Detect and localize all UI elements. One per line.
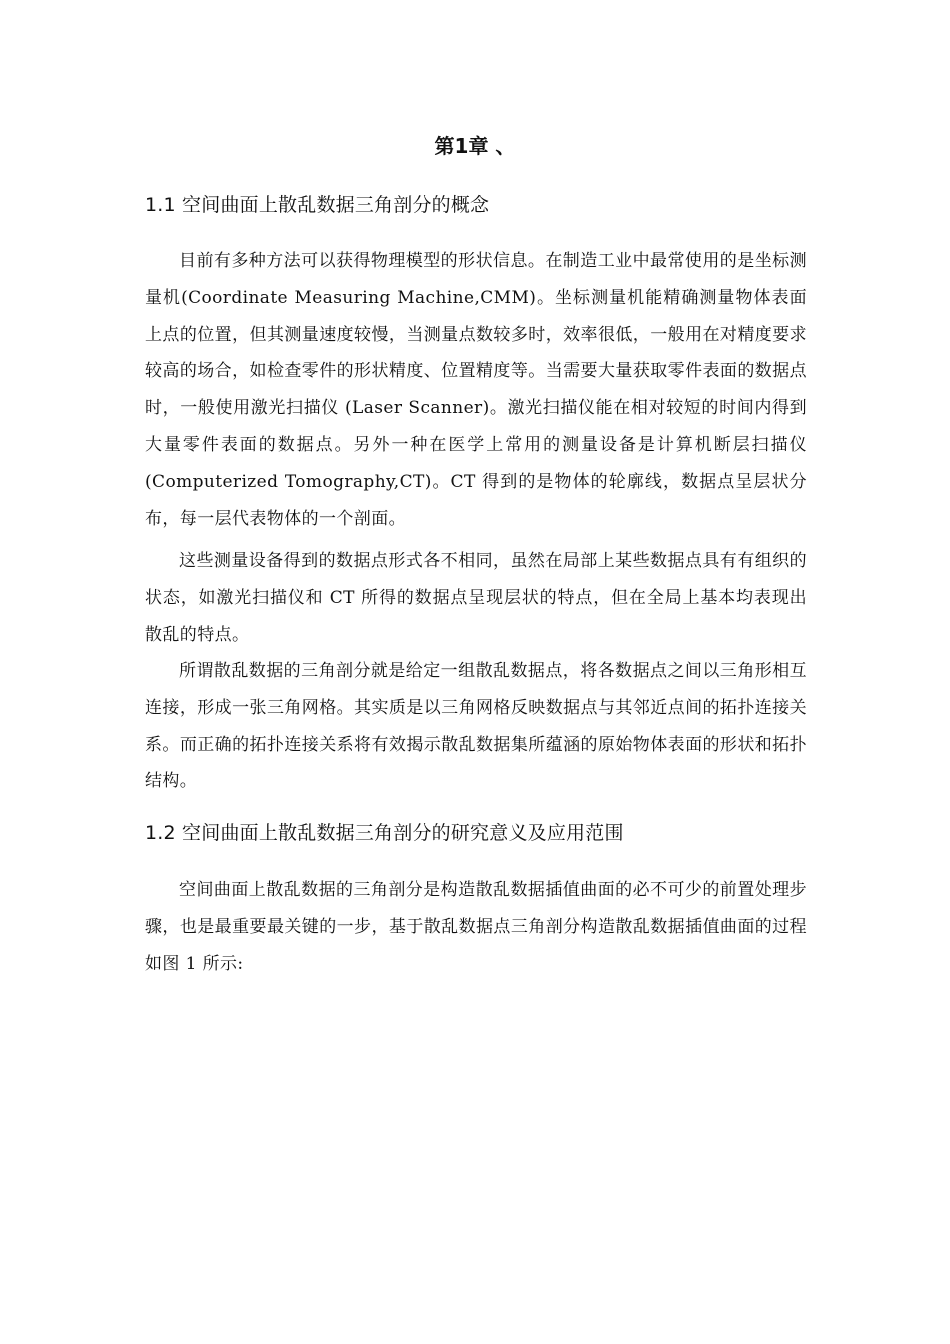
section-heading-1-1: 1.1 空间曲面上散乱数据三角剖分的概念 — [145, 194, 490, 216]
paragraph-research-significance: 空间曲面上散乱数据的三角剖分是构造散乱数据插值曲面的必不可少的前置处理步骤，也是最重要最关键的一步，基于散乱数据点三角剖分构造散乱数据插值曲面的过程如图 1 所示: — [145, 880, 807, 974]
paragraph-data-characteristics: 这些测量设备得到的数据点形式各不相同，虽然在局部上某些数据点具有有组织的状态，如激光扫描仪和 CT 所得的数据点呈现层状的特点，但在全局上基本均表现出散乱的特点。 — [145, 551, 807, 645]
chapter-title: 第1章 、 — [434, 134, 516, 158]
paragraph-measurement-devices: 目前有多种方法可以获得物理模型的形状信息。在制造工业中最常使用的是坐标测量机(Coordinate Measuring Machine,CMM)。坐标测量机能精确测量物体表面上点的位置，但其测量速度较慢，当测量点数较多时，效率很低，一般用在对精度要求较高的场合，如检查零件的形状精度、位置精度等。当需要大量获取零件表面的数据点时，一般使用激光扫描仪 (Laser Scanner)。激光扫描仪能在相对较短的时间内得到大量零件表面的数据点。另外一种在医学上常用的测量设备是计算机断层扫描仪(Computerized Tomography,CT)。CT 得到的是物体的轮廓线，数据点呈层状分布，每一层代表物体的一个剖面。 — [145, 251, 807, 529]
section-heading-1-2: 1.2 空间曲面上散乱数据三角剖分的研究意义及应用范围 — [145, 822, 624, 844]
paragraph-triangulation-definition: 所谓散乱数据的三角剖分就是给定一组散乱数据点，将各数据点之间以三角形相互连接，形成一张三角网格。其实质是以三角网格反映数据点与其邻近点间的拓扑连接关系。而正确的拓扑连接关系将有效揭示散乱数据集所蕴涵的原始物体表面的形状和拓扑结构。 — [145, 661, 807, 792]
